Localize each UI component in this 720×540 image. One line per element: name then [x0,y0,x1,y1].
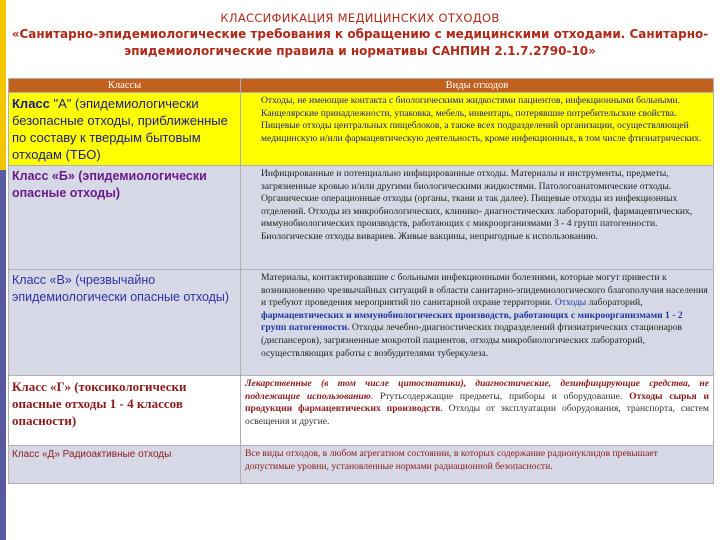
class-d-label: Класс «Д» Радиоактивные отходы [9,446,241,484]
class-g-label: Класс «Г» (токсикологически опасные отходы 1 - 4 классов опасности) [9,376,241,446]
class-g-types-part3: Отходы сырья и продукции фармацевтических производств [245,390,709,415]
table-row-class-d [9,446,714,484]
class-b-types-text: Инфицированные и потенциально инфицированные отходы. Материалы и инструменты, предметы, загрязненные кровью и/или другими биологическими жидкостями. Патологоанатомические отходы. Органические операционные отходы (органы, ткани и так далее). Пищевые отходы из инфекционных отделений. Отходы из микробиологических, клинико- диагностических лабораторий, фармацевтических, иммунобиологических производств, работающих с микроорганизмами 3 - 4 групп патогенности. Биологические отходы вивариев. Живые вакцины, непригодные к использованию. [261,168,693,242]
class-d-types: Все виды отходов, в любом агрегатном состоянии, в которых содержание радионуклидов превышает допустимые уровни, установленные нормами радиационной безопасности. [241,446,714,484]
slide-header [10,10,710,60]
class-v-label: Класс «В» (чрезвычайно эпидемиологически опасные отходы) [9,270,241,376]
class-a-cell [9,93,241,166]
table-header-row [9,79,714,93]
class-g-types [241,376,714,446]
waste-classification-table [8,78,714,484]
class-v-types-part2: Отходы [552,297,587,309]
table-row-class-b [9,166,714,270]
class-a-types [241,93,714,166]
accent-bar-yellow [0,0,6,170]
table-row-class-v [9,270,714,376]
class-v-types-part1: Материалы, контактировавшие с больными инфекционными болезнями, которые могут привести к возникновению чрезвычайных ситуаций в области санитарно-эпидемиологического благополучия населения и требуют проведения мероприятий по санитарной охране территории. [261,272,708,309]
class-v-types-part5: Отходы лечебно-диагностических подразделений фтизиатрических стационаров (диспансеров), загрязненные мокротой пациентов, отходы микробиологических лабораторий, осуществляющих работы с возбудителями туберкулеза. [261,322,683,359]
header-waste-types: Виды отходов [241,79,714,93]
class-v-types-part3: лабораторий, [586,297,643,309]
class-g-types-part2: . Ртутьсодержащие предметы, приборы и оборудование. [370,390,623,402]
class-b-types [241,166,714,270]
class-a-types-text: Отходы, не имеющие контакта с биологическими жидкостями пациентов, инфекционными больными. Канцелярские принадлежности, упаковка, мебель, инвентарь, потерявшие потребительские свойства. Пищевые отходы центральных пищеблоков, а также всех подразделений организации, осуществляющей медицинскую и/или фармацевтическую деятельность, кроме инфекционных, в том числе фтизиатрических. [261,95,702,144]
class-v-types-part4: фармацевтических и иммунобиологических производств, работающих с микроорганизмами 1 - 2 групп патогенности. [261,309,683,334]
class-a-label: "А" (эпидемиологически безопасные отходы, приближенные по составу к твердым бытовым отходам (ТБО) [12,96,228,162]
class-v-types [241,270,714,376]
class-a-prefix: Класс [12,96,50,111]
class-b-label: Класс «Б» (эпидемиологически опасные отходы) [9,166,241,270]
header-classes: Классы [9,79,241,93]
class-g-types-part4: . Отходы от эксплуатации оборудования, транспорта, систем освещения и другие. [245,403,709,427]
slide-label: КЛАССИФИКАЦИЯ МЕДИЦИНСКИХ ОТХОДОВ [220,11,500,25]
table-row-class-a [9,93,714,166]
accent-bar-blue [0,170,6,540]
class-g-types-part1: Лекарственные (в том числе цитостатики), диагностические, дезинфицирующие средства, не подлежащие использованию [245,378,709,402]
slide-title: «Санитарно-эпидемиологические требования к обращению с медицинскими отходами. Санитарно-эпидемиологические правила и нормативы САНПИН 2.1.7.2790-10» [11,27,709,58]
table-row-class-g [9,376,714,446]
